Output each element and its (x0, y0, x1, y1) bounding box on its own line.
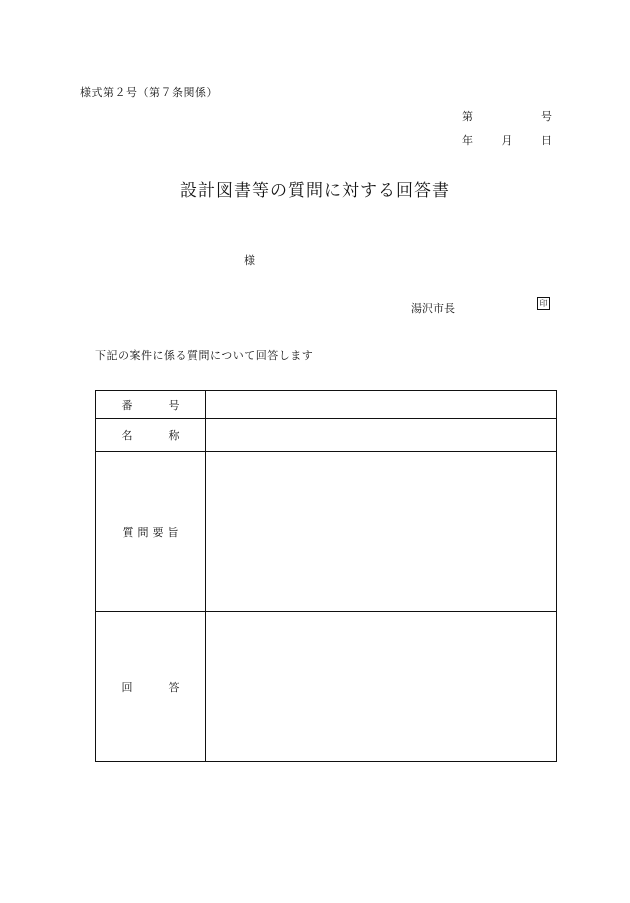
value-answer (206, 612, 557, 762)
label-answer-char-1: 回 (121, 680, 133, 694)
date-line (462, 132, 552, 148)
date-year: 年 (462, 134, 473, 147)
label-name (96, 419, 206, 452)
row-question (96, 452, 557, 612)
label-number-char-1: 番 (121, 398, 133, 412)
ref-go: 号 (541, 110, 552, 123)
reference-number-line (462, 108, 552, 124)
row-number (96, 391, 557, 419)
label-question-char-4: 旨 (167, 525, 179, 539)
label-number (96, 391, 206, 419)
label-question-char-2: 問 (137, 525, 149, 539)
label-question (96, 452, 206, 612)
recipient-honorific: 様 (244, 254, 255, 267)
label-question-char-1: 質 (122, 525, 134, 539)
value-number (206, 391, 557, 419)
label-answer-char-2: 答 (168, 680, 180, 694)
row-name (96, 419, 557, 452)
label-number-char-2: 号 (168, 398, 180, 412)
label-answer (96, 612, 206, 762)
qa-table (95, 390, 557, 762)
document-title: 設計図書等の質問に対する回答書 (180, 181, 450, 201)
date-day: 日 (541, 134, 552, 147)
label-name-char-2: 称 (168, 429, 180, 442)
intro-text: 下記の案件に係る質問について回答します (95, 349, 314, 362)
row-answer (96, 612, 557, 762)
issuer-name: 湯沢市長 (411, 302, 455, 315)
label-question-char-3: 要 (152, 525, 164, 539)
value-name (206, 419, 557, 452)
value-question (206, 452, 557, 612)
date-month: 月 (501, 134, 513, 147)
form-number: 様式第２号（第７条関係） (80, 86, 218, 99)
seal-stamp: 印 (537, 297, 550, 310)
label-name-char-1: 名 (121, 429, 133, 442)
ref-dai: 第 (462, 110, 473, 123)
